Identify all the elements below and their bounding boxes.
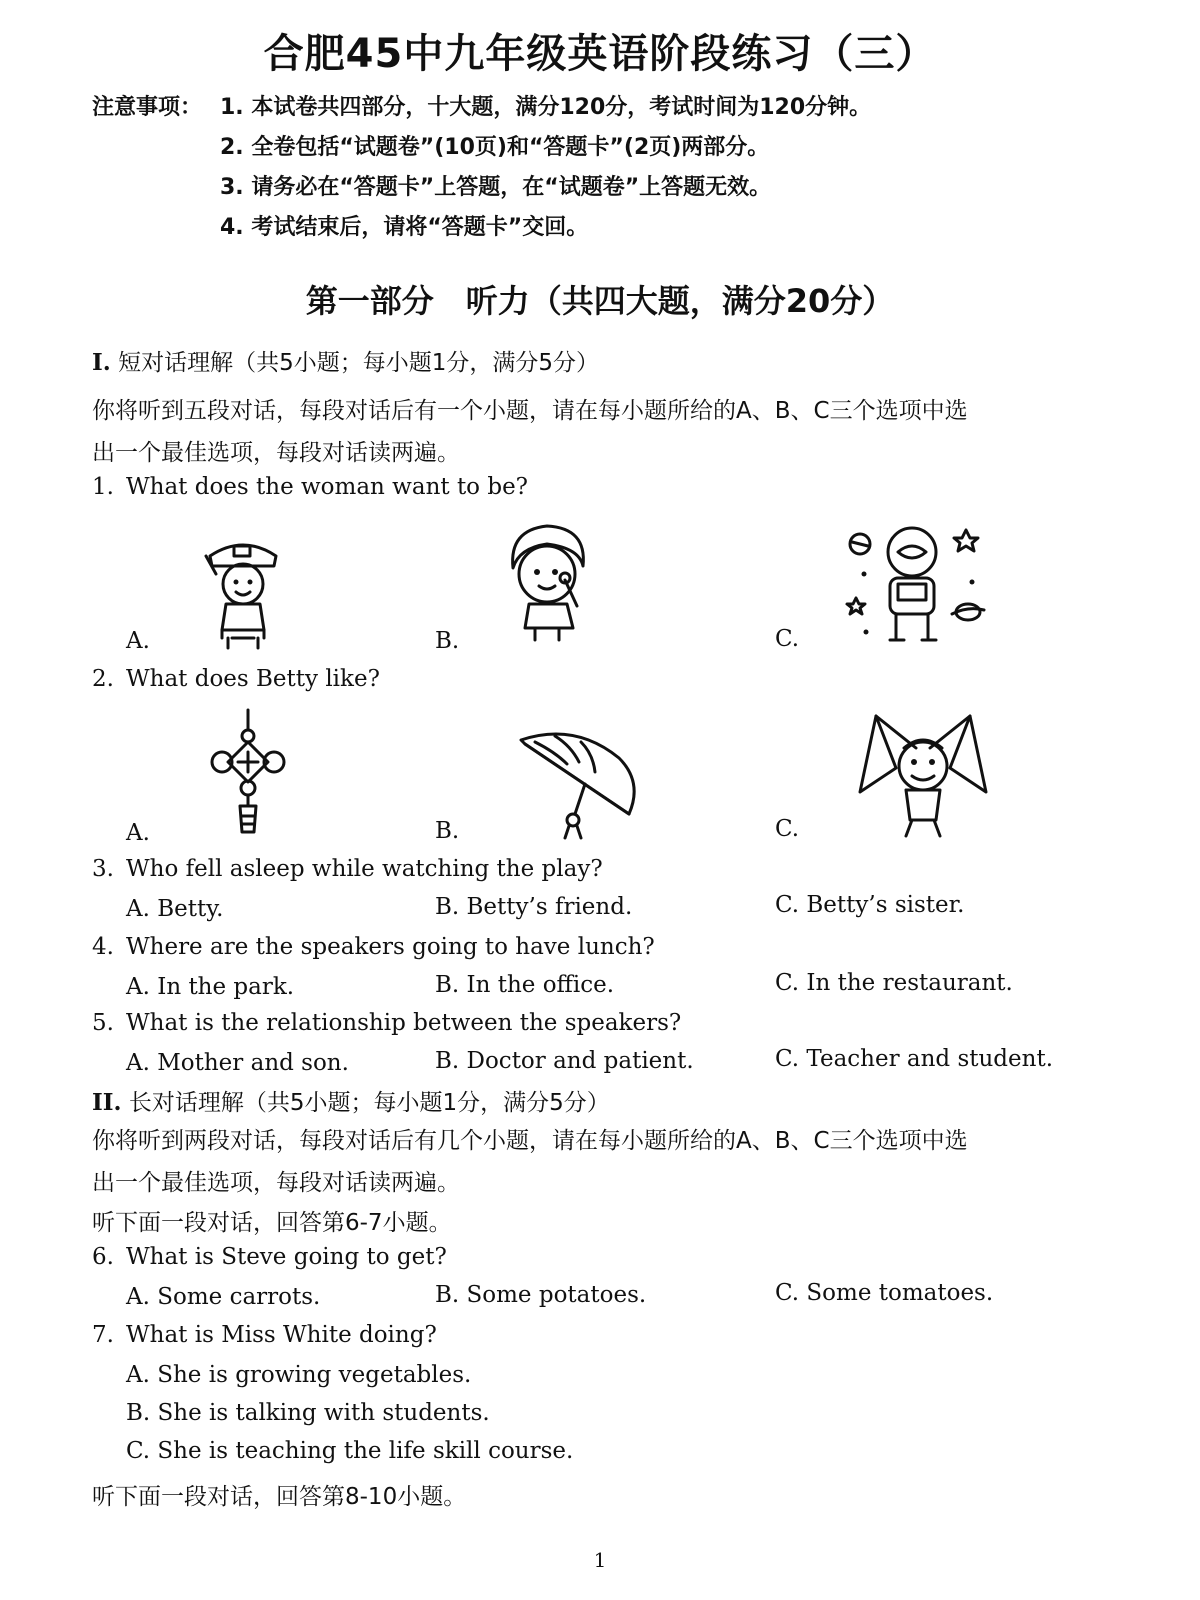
instruction-line: 你将听到两段对话，每段对话后有几个小题，请在每小题所给的A、B、C三个选项中选 [92,1128,968,1154]
option-label: C. [775,816,800,842]
question-2 [92,666,380,692]
sub-instruction: 听下面一段对话，回答第6-7小题。 [92,1210,452,1236]
kite-icon [856,708,990,846]
section-heading-text: 长对话理解（共5小题；每小题1分，满分5分） [128,1090,610,1116]
option-c: C. Some tomatoes. [775,1280,994,1306]
note-item: 4. 考试结束后，请将“答题卡”交回。 [220,215,589,240]
singer-icon [495,518,605,650]
fan-icon [515,722,645,846]
option-a: A. She is growing vegetables. [126,1362,472,1388]
question-number: 6. [92,1244,114,1270]
option-label: B. [435,818,460,844]
option-c: C. Teacher and student. [775,1046,1054,1072]
chinese-knot-icon [200,706,296,846]
option-b: B. Doctor and patient. [435,1048,694,1074]
question-7 [92,1322,437,1348]
instruction-line: 你将听到五段对话，每段对话后有一个小题，请在每小题所给的A、B、C三个选项中选 [92,398,968,424]
note-row [92,88,871,128]
part-title: 第一部分 听力（共四大题，满分20分） [305,282,895,320]
option-b: B. Some potatoes. [435,1282,647,1308]
question-text: What is Steve going to get? [126,1244,447,1270]
option-a: A. Some carrots. [126,1284,321,1310]
question-text: What does the woman want to be? [126,474,529,500]
section-heading [92,344,599,377]
page-title: 合肥45中九年级英语阶段练习（三） [263,31,937,77]
option-label: A. [126,820,150,846]
astronaut-icon [842,522,992,654]
instruction-line: 出一个最佳选项，每段对话读两遍。 [92,440,460,466]
question-4 [92,934,655,960]
question-5 [92,1010,681,1036]
notes-label: 注意事项： [92,95,203,120]
sub-instruction: 听下面一段对话，回答第8-10小题。 [92,1484,467,1510]
question-number: 1. [92,474,114,500]
note-item: 3. 请务必在“答题卡”上答题，在“试题卷”上答题无效。 [220,175,772,200]
question-number: 2. [92,666,114,692]
option-a: A. Betty. [126,896,224,922]
note-item: 2. 全卷包括“试题卷”(10页)和“答题卡”(2页)两部分。 [220,135,770,160]
option-c: C. In the restaurant. [775,970,1013,996]
instruction-line: 出一个最佳选项，每段对话读两遍。 [92,1170,460,1196]
section-numeral: I. [92,349,111,376]
page-number: 1 [593,1548,607,1572]
option-label: B. [435,628,460,654]
section-heading-text: 短对话理解（共5小题；每小题1分，满分5分） [118,350,599,376]
section-heading [92,1084,610,1117]
question-3 [92,856,603,882]
option-b: B. Betty’s friend. [435,894,633,920]
question-text: Who fell asleep while watching the play? [126,856,603,882]
note-item: 1. 本试卷共四部分，十大题，满分120分，考试时间为120分钟。 [220,95,872,120]
section-numeral: II. [92,1089,122,1116]
question-number: 4. [92,934,114,960]
note-row [92,128,871,168]
question-6 [92,1244,447,1270]
question-text: What does Betty like? [126,666,380,692]
option-a: A. In the park. [126,974,295,1000]
soldier-icon [188,526,298,655]
question-number: 3. [92,856,114,882]
notes-block [92,88,871,248]
option-label: C. [775,626,800,652]
question-number: 7. [92,1322,114,1348]
question-number: 5. [92,1010,114,1036]
option-b: B. She is talking with students. [126,1400,490,1426]
question-text: Where are the speakers going to have lunch? [126,934,655,960]
question-text: What is Miss White doing? [126,1322,437,1348]
option-b: B. In the office. [435,972,615,998]
option-a: A. Mother and son. [126,1050,349,1076]
question-text: What is the relationship between the speakers? [126,1010,682,1036]
question-1 [92,474,528,500]
option-c: C. Betty’s sister. [775,892,965,918]
note-row [92,208,871,248]
option-label: A. [126,628,150,654]
option-c: C. She is teaching the life skill course. [126,1438,574,1464]
note-row [92,168,871,208]
